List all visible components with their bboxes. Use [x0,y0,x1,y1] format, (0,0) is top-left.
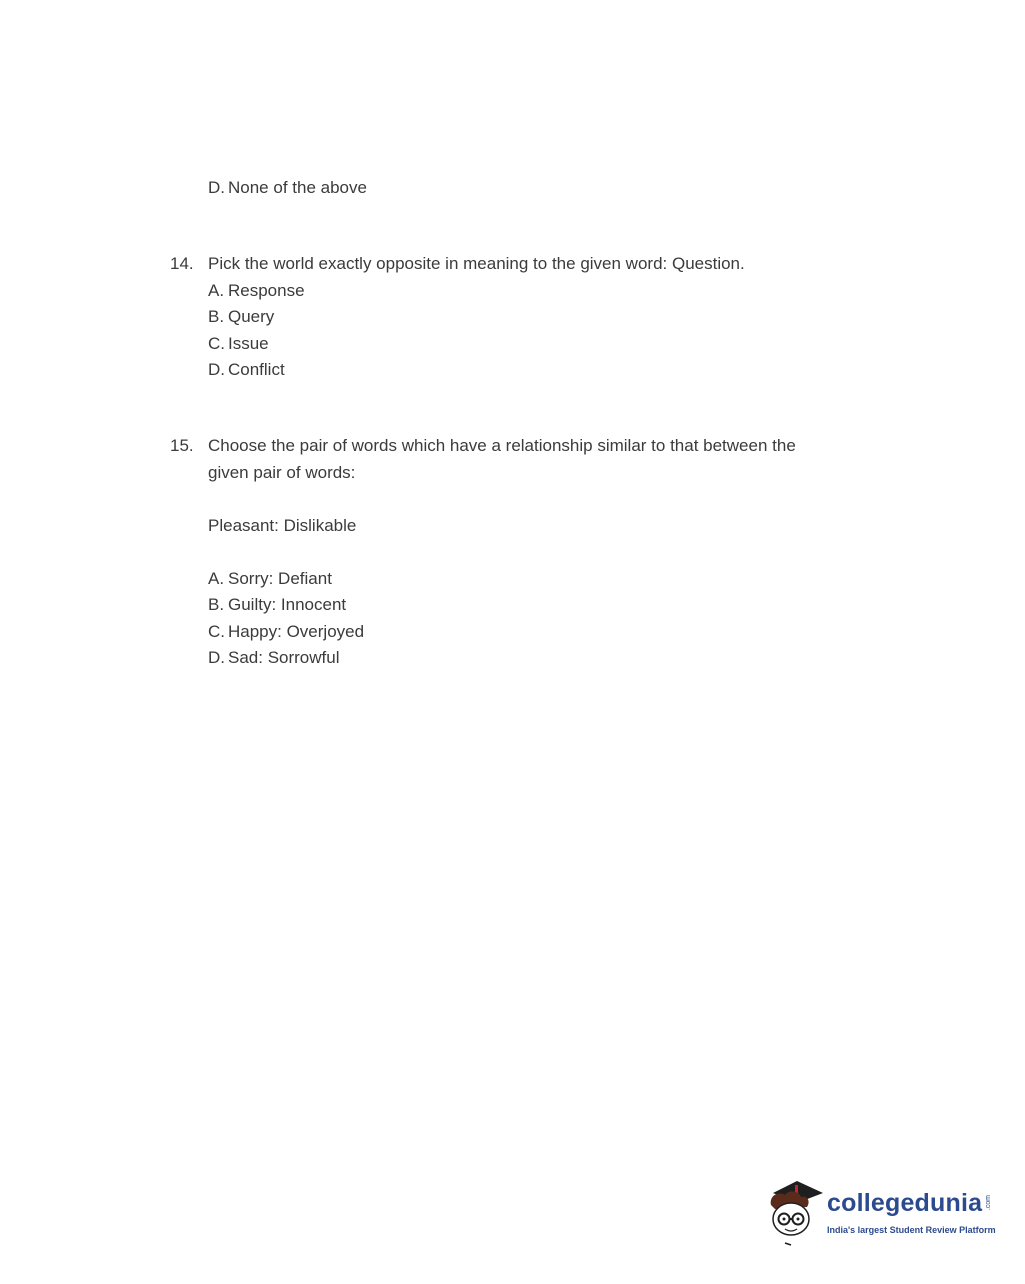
question-15-number: 15. [170,436,194,455]
q14-option-d [208,360,285,380]
q14-option-c [208,334,269,354]
question-15-given-pair: Pleasant: Dislikable [208,516,357,535]
option-text: Sorry: Defiant [228,569,332,588]
option-letter: B. [208,307,225,326]
option-text: Happy: Overjoyed [228,622,365,641]
q15-option-b [208,595,346,615]
option-text: None of the above [228,178,367,197]
option-text: Response [228,281,305,300]
option-letter: A. [208,569,225,588]
option-d-prev [208,178,367,198]
q15-option-d [208,648,340,668]
option-letter: D. [208,178,225,197]
option-letter: D. [208,648,225,667]
collegedunia-logo [765,1175,995,1250]
logo-tagline: India's largest Student Review Platform [827,1225,996,1235]
option-text: Sad: Sorrowful [228,648,340,667]
question-14-number: 14. [170,254,194,273]
option-letter: D. [208,360,225,379]
option-text: Query [228,307,275,326]
mascot-icon [765,1175,825,1250]
logo-suffix: .com [985,1195,992,1211]
q14-option-b [208,307,274,327]
option-letter: B. [208,595,225,614]
q15-option-c [208,622,364,642]
option-letter: A. [208,281,225,300]
option-letter: C. [208,334,225,353]
logo-wordmark: collegedunia [827,1189,983,1217]
option-text: Issue [228,334,269,353]
question-15-text-line1: Choose the pair of words which have a relationship similar to that between the [208,436,796,455]
option-text: Guilty: Innocent [228,595,347,614]
q14-option-a [208,281,305,301]
question-15-text-line2: given pair of words: [208,463,356,482]
option-letter: C. [208,622,225,641]
question-14-text: Pick the world exactly opposite in meaning to the given word: Question. [208,254,745,273]
option-text: Conflict [228,360,285,379]
q15-option-a [208,569,332,589]
